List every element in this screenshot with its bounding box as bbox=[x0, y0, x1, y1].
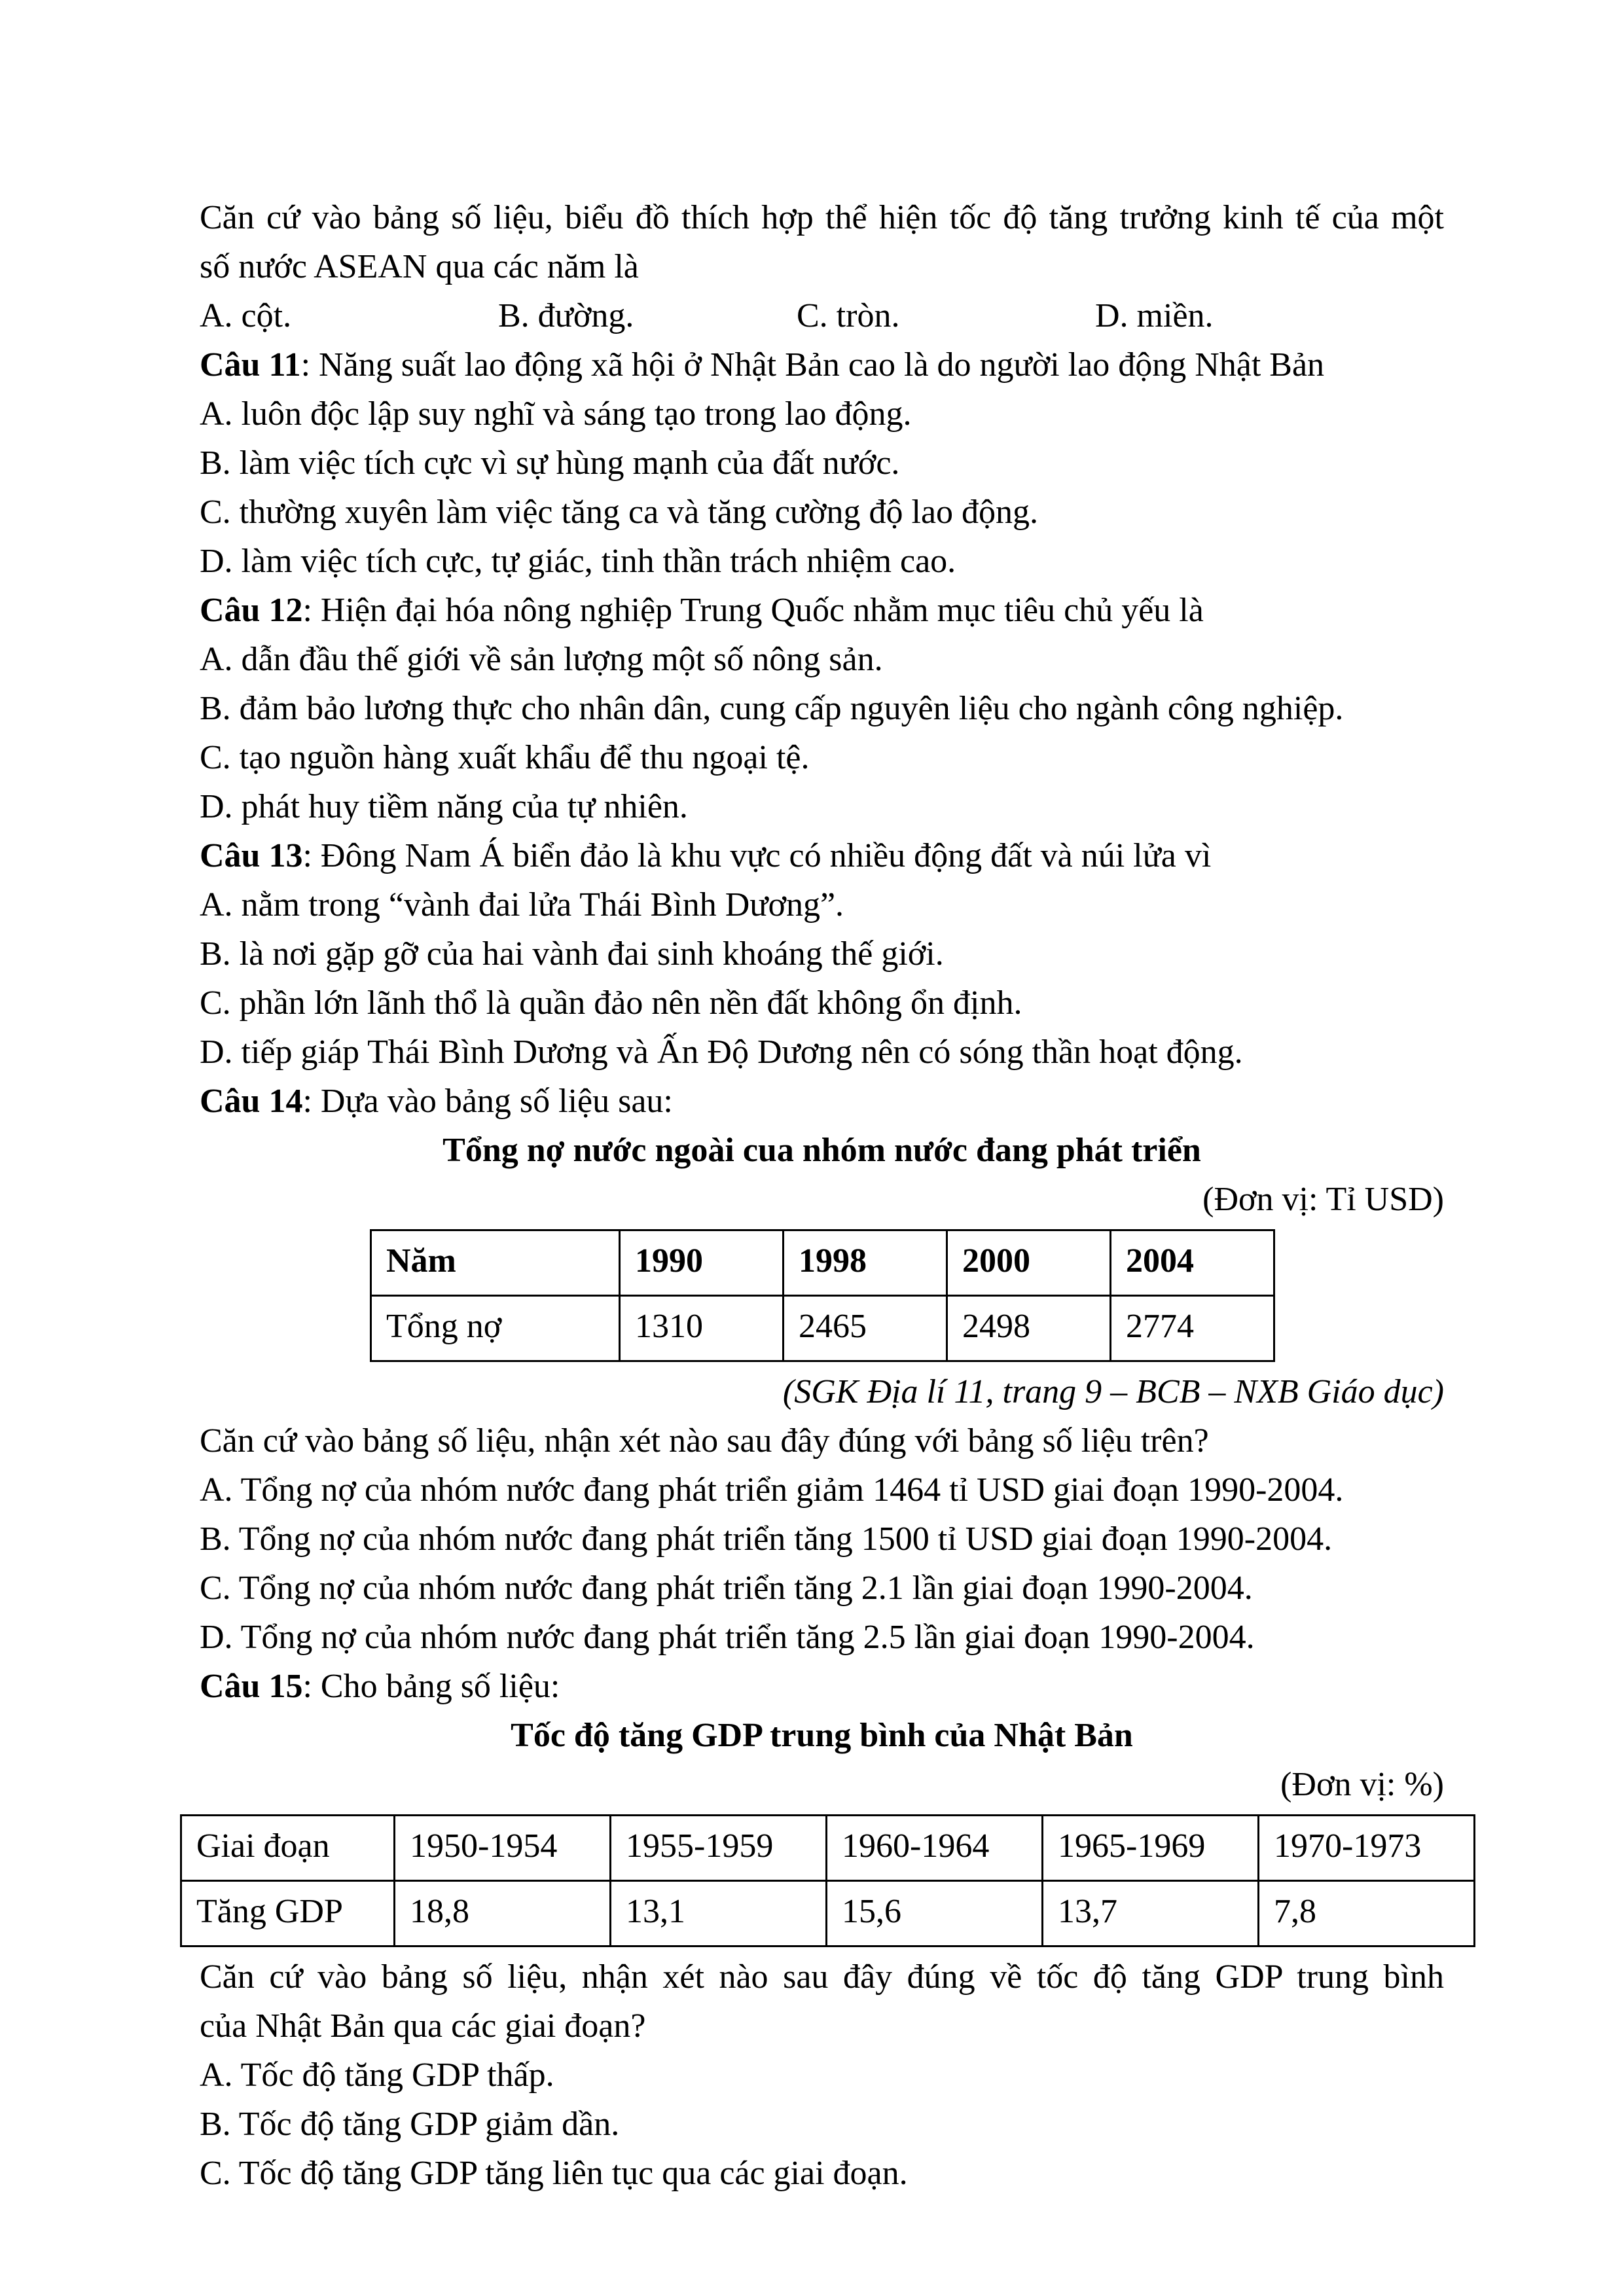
question-11-stem bbox=[200, 340, 1444, 389]
debt-table-value-cell: 1310 bbox=[620, 1296, 784, 1361]
gdp-table-value-cell: 18,8 bbox=[395, 1881, 611, 1946]
gdp-table-header-cell: 1970-1973 bbox=[1259, 1816, 1475, 1881]
gdp-table-header-cell: 1965-1969 bbox=[1043, 1816, 1259, 1881]
debt-table-header-cell: 2004 bbox=[1111, 1230, 1274, 1296]
question-13-text: : Đông Nam Á biển đảo là khu vực có nhiều động đất và núi lửa vì bbox=[302, 837, 1212, 874]
question-13-stem bbox=[200, 831, 1444, 880]
question-13-option-b: B. là nơi gặp gỡ của hai vành đai sinh khoáng thế giới. bbox=[200, 935, 944, 973]
gdp-table-value-cell: 7,8 bbox=[1259, 1881, 1475, 1946]
gdp-table-header-cell: 1955-1959 bbox=[611, 1816, 827, 1881]
question-11-label: Câu 11 bbox=[200, 346, 301, 384]
option-d: D. miền. bbox=[1095, 297, 1214, 334]
debt-table-header-cell: 2000 bbox=[947, 1230, 1111, 1296]
debt-table-data-row bbox=[371, 1296, 1274, 1361]
question-12-option-a: A. dẫn đầu thế giới về sản lượng một số nông sản. bbox=[200, 641, 883, 678]
question-15-option-a: A. Tốc độ tăng GDP thấp. bbox=[200, 2056, 554, 2094]
question-11-option-c: C. thường xuyên làm việc tăng ca và tăng cường độ lao động. bbox=[200, 493, 1039, 531]
gdp-table-header-cell: 1960-1964 bbox=[827, 1816, 1043, 1881]
gdp-table-unit: (Đơn vị: %) bbox=[1280, 1766, 1444, 1803]
question-14-prompt: Căn cứ vào bảng số liệu, nhận xét nào sau đây đúng với bảng số liệu trên? bbox=[200, 1422, 1209, 1460]
question-14-label: Câu 14 bbox=[200, 1083, 303, 1120]
question-15-stem bbox=[200, 1662, 1444, 1711]
question-11-option-a: A. luôn độc lập suy nghĩ và sáng tạo trong lao động. bbox=[200, 395, 912, 433]
question-13-option-d: D. tiếp giáp Thái Bình Dương và Ấn Độ Dương nên có sóng thần hoạt động. bbox=[200, 1033, 1243, 1071]
question-11-option-b: B. làm việc tích cực vì sự hùng mạnh của đất nước. bbox=[200, 444, 900, 482]
question-15-prompt-line2: của Nhật Bản qua các giai đoạn? bbox=[200, 2007, 646, 2045]
question-14-option-b: B. Tổng nợ của nhóm nước đang phát triển tăng 1500 tỉ USD giai đoạn 1990-2004. bbox=[200, 1520, 1333, 1558]
gdp-table bbox=[180, 1814, 1475, 1947]
lead-question-line1: Căn cứ vào bảng số liệu, biểu đồ thích hợp thể hiện tốc độ tăng trưởng kinh tế của một bbox=[200, 199, 1444, 236]
question-12-text: : Hiện đại hóa nông nghiệp Trung Quốc nhằm mục tiêu chủ yếu là bbox=[302, 592, 1204, 629]
debt-table-title: Tổng nợ nước ngoài cua nhóm nước đang phát triển bbox=[442, 1132, 1201, 1169]
gdp-table-row-label: Tăng GDP bbox=[181, 1881, 395, 1946]
question-14-stem bbox=[200, 1077, 1444, 1126]
question-15-label: Câu 15 bbox=[200, 1668, 303, 1705]
debt-table-header-row bbox=[371, 1230, 1274, 1296]
debt-table-header-cell: Năm bbox=[371, 1230, 620, 1296]
gdp-table-value-cell: 13,7 bbox=[1043, 1881, 1259, 1946]
question-15-prompt-line1: Căn cứ vào bảng số liệu, nhận xét nào sau đây đúng về tốc độ tăng GDP trung bình bbox=[200, 1958, 1444, 1996]
debt-table-unit: (Đơn vị: Tỉ USD) bbox=[1202, 1181, 1444, 1218]
question-11-text: : Năng suất lao động xã hội ở Nhật Bản cao là do người lao động Nhật Bản bbox=[300, 346, 1325, 384]
question-14-option-d: D. Tổng nợ của nhóm nước đang phát triển tăng 2.5 lần giai đoạn 1990-2004. bbox=[200, 1619, 1255, 1656]
gdp-table-value-cell: 13,1 bbox=[611, 1881, 827, 1946]
question-15-option-c: C. Tốc độ tăng GDP tăng liên tục qua các giai đoạn. bbox=[200, 2155, 908, 2192]
option-a: A. cột. bbox=[200, 297, 292, 334]
question-13-option-a: A. nằm trong “vành đai lửa Thái Bình Dương”. bbox=[200, 886, 844, 924]
lead-answer-options-row bbox=[200, 291, 1444, 340]
debt-table-header-cell: 1990 bbox=[620, 1230, 784, 1296]
question-14-option-c: C. Tổng nợ của nhóm nước đang phát triển tăng 2.1 lần giai đoạn 1990-2004. bbox=[200, 1570, 1253, 1607]
option-b: B. đường. bbox=[498, 297, 634, 334]
question-12-stem bbox=[200, 586, 1444, 635]
question-15-text: : Cho bảng số liệu: bbox=[302, 1668, 560, 1705]
debt-table-value-cell: 2498 bbox=[947, 1296, 1111, 1361]
question-13-label: Câu 13 bbox=[200, 837, 303, 874]
debt-table-row-label: Tổng nợ bbox=[371, 1296, 620, 1361]
debt-table-value-cell: 2774 bbox=[1111, 1296, 1274, 1361]
debt-table-header-cell: 1998 bbox=[784, 1230, 947, 1296]
question-15-option-b: B. Tốc độ tăng GDP giảm dần. bbox=[200, 2106, 620, 2143]
lead-question-line2: số nước ASEAN qua các năm là bbox=[200, 248, 639, 285]
gdp-table-title: Tốc độ tăng GDP trung bình của Nhật Bản bbox=[511, 1717, 1133, 1754]
question-12-option-b: B. đảm bảo lương thực cho nhân dân, cung cấp nguyên liệu cho ngành công nghiệp. bbox=[200, 690, 1344, 727]
option-c: C. tròn. bbox=[797, 297, 900, 334]
debt-table-source: (SGK Địa lí 11, trang 9 – BCB – NXB Giáo dục) bbox=[782, 1373, 1444, 1410]
question-12-option-d: D. phát huy tiềm năng của tự nhiên. bbox=[200, 788, 688, 825]
gdp-table-header-cell: Giai đoạn bbox=[181, 1816, 395, 1881]
debt-table-value-cell: 2465 bbox=[784, 1296, 947, 1361]
debt-table bbox=[370, 1229, 1275, 1362]
gdp-table-value-cell: 15,6 bbox=[827, 1881, 1043, 1946]
gdp-table-header-row bbox=[181, 1816, 1475, 1881]
question-12-label: Câu 12 bbox=[200, 592, 303, 629]
gdp-table-data-row bbox=[181, 1881, 1475, 1946]
question-14-option-a: A. Tổng nợ của nhóm nước đang phát triển giảm 1464 tỉ USD giai đoạn 1990-2004. bbox=[200, 1471, 1344, 1509]
gdp-table-header-cell: 1950-1954 bbox=[395, 1816, 611, 1881]
question-12-option-c: C. tạo nguồn hàng xuất khẩu để thu ngoại tệ. bbox=[200, 739, 810, 776]
question-14-text: : Dựa vào bảng số liệu sau: bbox=[302, 1083, 673, 1120]
question-13-option-c: C. phần lớn lãnh thổ là quần đảo nên nền đất không ổn định. bbox=[200, 984, 1022, 1022]
question-11-option-d: D. làm việc tích cực, tự giác, tinh thần trách nhiệm cao. bbox=[200, 543, 956, 580]
